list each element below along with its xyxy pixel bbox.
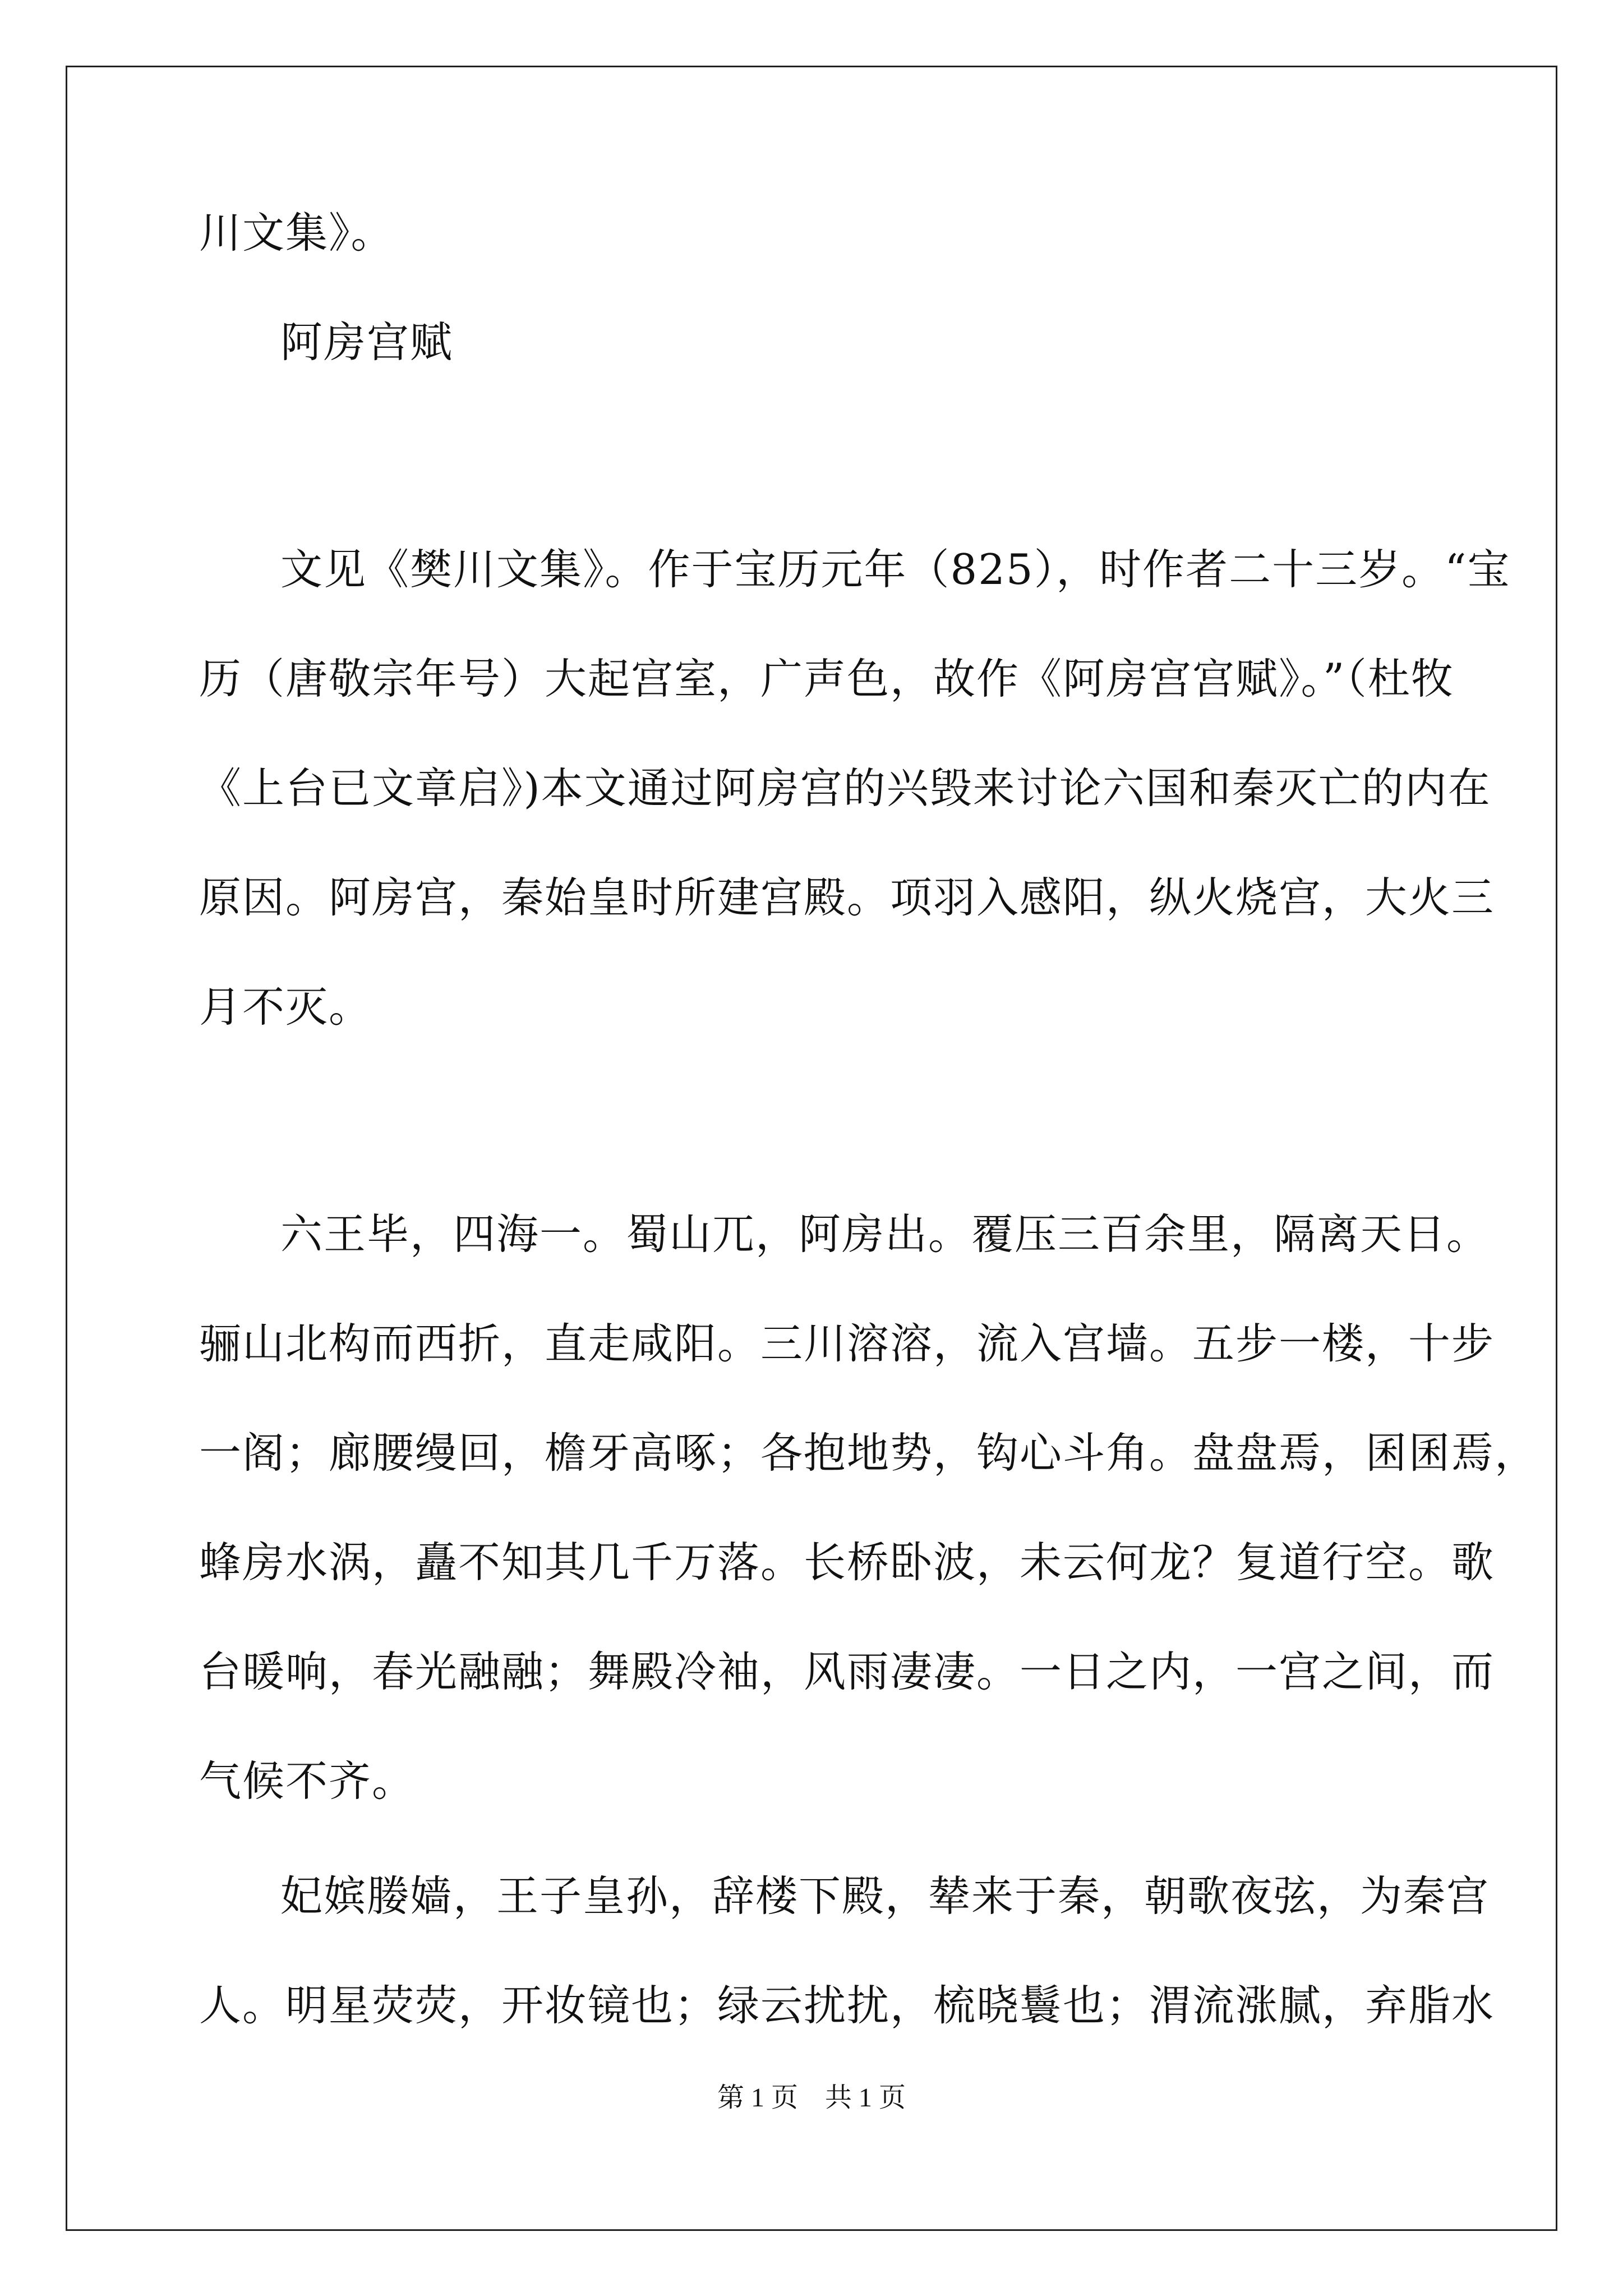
text-line: 骊山北构而西折，直走咸阳。三川溶溶，流入宫墙。五步一楼，十步 — [199, 1319, 1495, 1368]
text-line: 川文集》。 — [199, 208, 394, 257]
page-footer: 第 1 页 共 1 页 — [717, 2083, 906, 2113]
text-line: 《上台已文章启》)本文通过阿房宫的兴毁来讨论六国和秦灭亡的内在 — [199, 763, 1491, 813]
text-line: 历（唐敬宗年号）大起宫室，广声色，故作《阿房宫宫赋》。”（杜牧 — [199, 654, 1454, 703]
text-line: 台暖响，春光融融；舞殿冷袖，风雨凄凄。一日之内，一宫之间，而 — [199, 1647, 1495, 1696]
text-line: 气候不齐。 — [199, 1756, 416, 1806]
text-line: 六王毕，四海一。蜀山兀，阿房出。覆压三百余里，隔离天日。 — [280, 1209, 1490, 1259]
section-title: 阿房宫赋 — [280, 318, 454, 367]
text-line: 月不灭。 — [199, 982, 372, 1032]
text-line: 文见《樊川文集》。作于宝历元年（825），时作者二十三岁。“宝 — [280, 545, 1511, 594]
text-line: 一阁；廊腰缦回，檐牙高啄；各抱地势，钩心斗角。盘盘焉，囷囷焉， — [199, 1428, 1538, 1478]
text-line: 蜂房水涡，矗不知其几千万落。长桥卧波，未云何龙？复道行空。歌 — [199, 1538, 1495, 1587]
text-line: 原因。阿房宫，秦始皇时所建宫殿。项羽入感阳，纵火烧宫，大火三 — [199, 873, 1495, 922]
text-line: 妃嫔媵嫱，王子皇孙，辞楼下殿，辇来于秦，朝歌夜弦，为秦宫 — [280, 1871, 1490, 1921]
text-line: 人。明星荧荧，开妆镜也；绿云扰扰，梳晓鬟也；渭流涨腻，弃脂水 — [199, 1981, 1495, 2030]
